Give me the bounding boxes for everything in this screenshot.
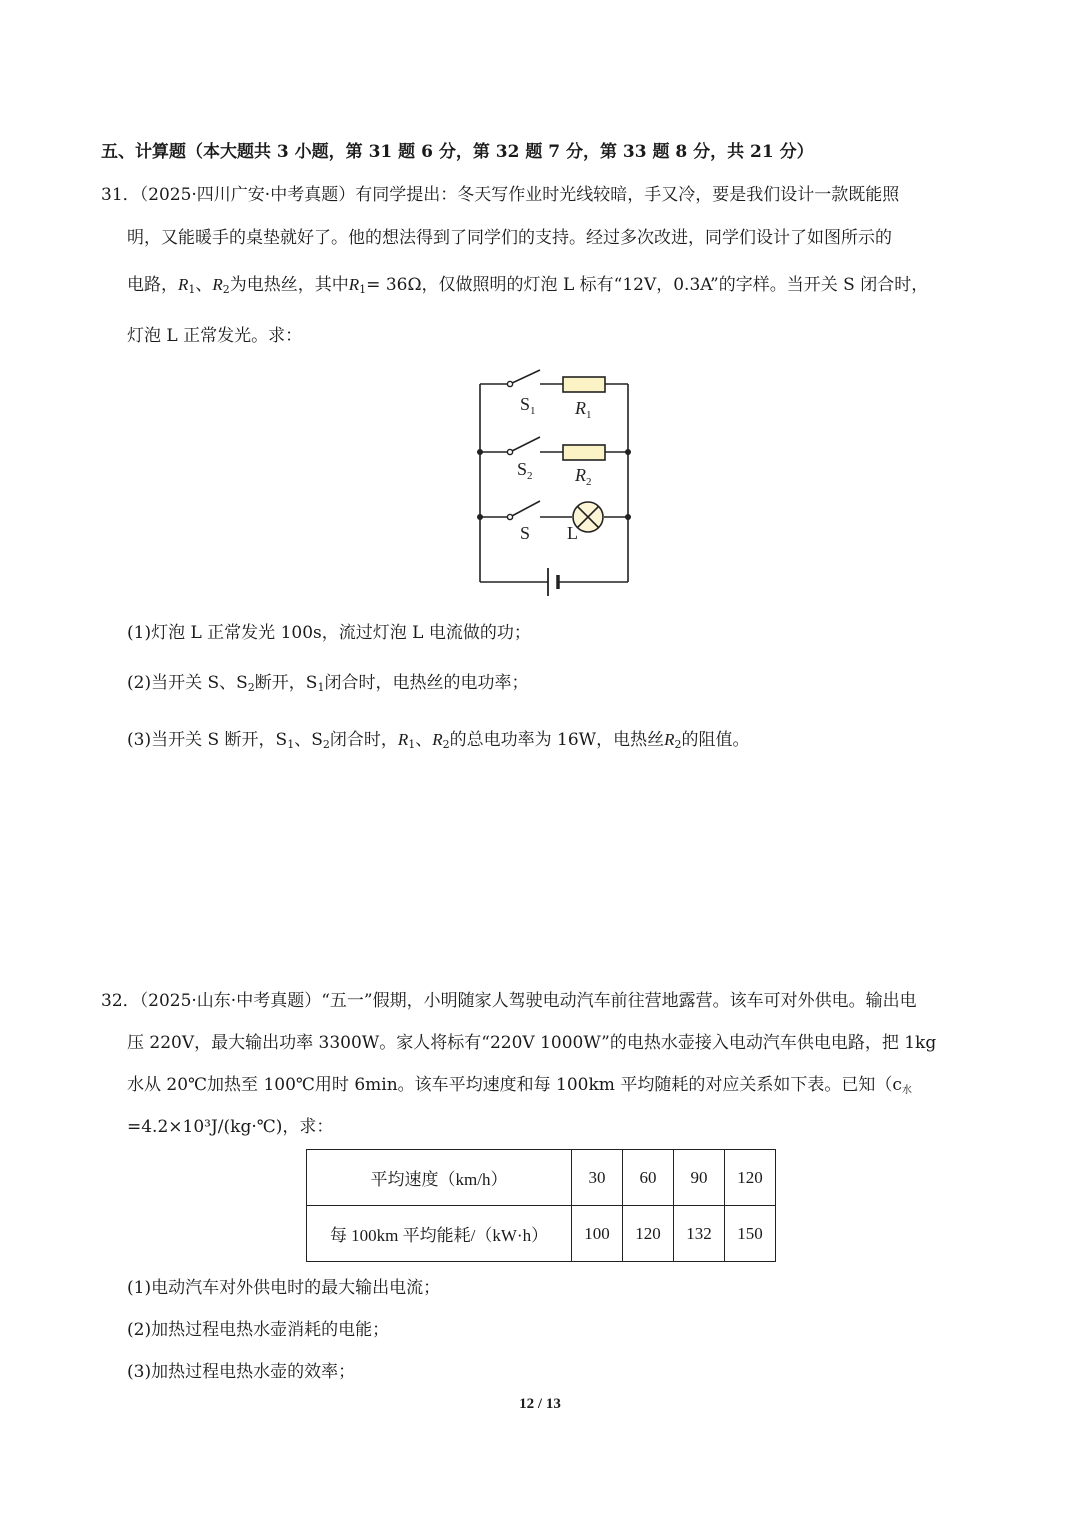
q31-line1: 31．（2025·四川广安·中考真题）有同学提出：冬天写作业时光线较暗，手又冷，要是我们设计一款既能照 [101, 185, 900, 205]
table-cell: 120 [623, 1206, 674, 1262]
battery-icon [548, 568, 558, 596]
q31-line3: 电路，$R_1$、$R_2$为电热丝，其中$R_1= 36\Omega$，仅做照明的灯泡 L 标有“12V，0.3A”的字样。当开关 S 闭合时， [127, 275, 929, 296]
circuit-diagram [470, 362, 640, 602]
q31-line2: 明，又能暖手的桌垫就好了。他的想法得到了同学们的支持。经过多次改进，同学们设计了如图所示的 [127, 228, 892, 248]
table-cell: 150 [725, 1206, 776, 1262]
table-cell: 120 [725, 1150, 776, 1206]
q31-sub1: (1)灯泡 L 正常发光 100s，流过灯泡 L 电流做的功； [127, 623, 531, 643]
section-title: 五、计算题（本大题共 3 小题，第 31 题 6 分，第 32 题 7 分，第 33 题 8 分，共 21 分） [101, 142, 814, 162]
q32-sub2: (2)加热过程电热水壶消耗的电能； [127, 1320, 390, 1340]
page-number: 12 / 13 [519, 1396, 561, 1412]
q32-sub1: (1)电动汽车对外供电时的最大输出电流； [127, 1278, 441, 1298]
row-header-speed: 平均速度（km/h） [307, 1150, 572, 1206]
table-cell: 30 [572, 1150, 623, 1206]
resistor-r1-icon [563, 377, 605, 392]
r1-value: = 36Ω [366, 275, 422, 295]
q32-sub3: (3)加热过程电热水壶的效率； [127, 1362, 356, 1382]
label-s1: $S_1$ [520, 394, 536, 417]
label-s: S [520, 523, 531, 543]
q32-line3: 水从 20℃加热至 100℃用时 6min。该车平均速度和每 100km 平均随耗的对应关系如下表。已知（$c_水$ [127, 1075, 912, 1096]
resistor-r2-icon [563, 445, 605, 460]
q31-sub3: (3)当开关 S 断开，$S_1$、$S_2$闭合时，$R_1$、$R_2$的总电功率为 16W，电热丝$R_2$的阻值。 [127, 730, 750, 751]
label-r2: $R_2$ [575, 465, 592, 488]
table-cell: 132 [674, 1206, 725, 1262]
q32-line1: 32．（2025·山东·中考真题）“五一”假期，小明随家人驾驶电动汽车前往营地露营。该车可对外供电。输出电 [101, 991, 917, 1011]
q32-line4: =4.2×10³J/(kg·℃)，求： [127, 1117, 334, 1137]
table-cell: 60 [623, 1150, 674, 1206]
table-cell: 90 [674, 1150, 725, 1206]
q32-line2: 压 220V，最大输出功率 3300W。家人将标有“220V 1000W”的电热水壶接入电动汽车供电电路，把 1kg [127, 1033, 937, 1053]
table-row [307, 1150, 776, 1206]
table-cell: 100 [572, 1206, 623, 1262]
row-header-energy: 每 100km 平均能耗/（kW·h） [307, 1206, 572, 1262]
label-r1: $R_1$ [575, 398, 592, 421]
q31-sub2: (2)当开关 S、$S_2$断开，$S_1$闭合时，电热丝的电功率； [127, 673, 529, 694]
label-s2: $S_2$ [517, 459, 533, 482]
speed-energy-table [306, 1149, 776, 1262]
q31-line4: 灯泡 L 正常发光。求： [127, 326, 303, 346]
label-l: L [567, 523, 578, 543]
table-row [307, 1206, 776, 1262]
